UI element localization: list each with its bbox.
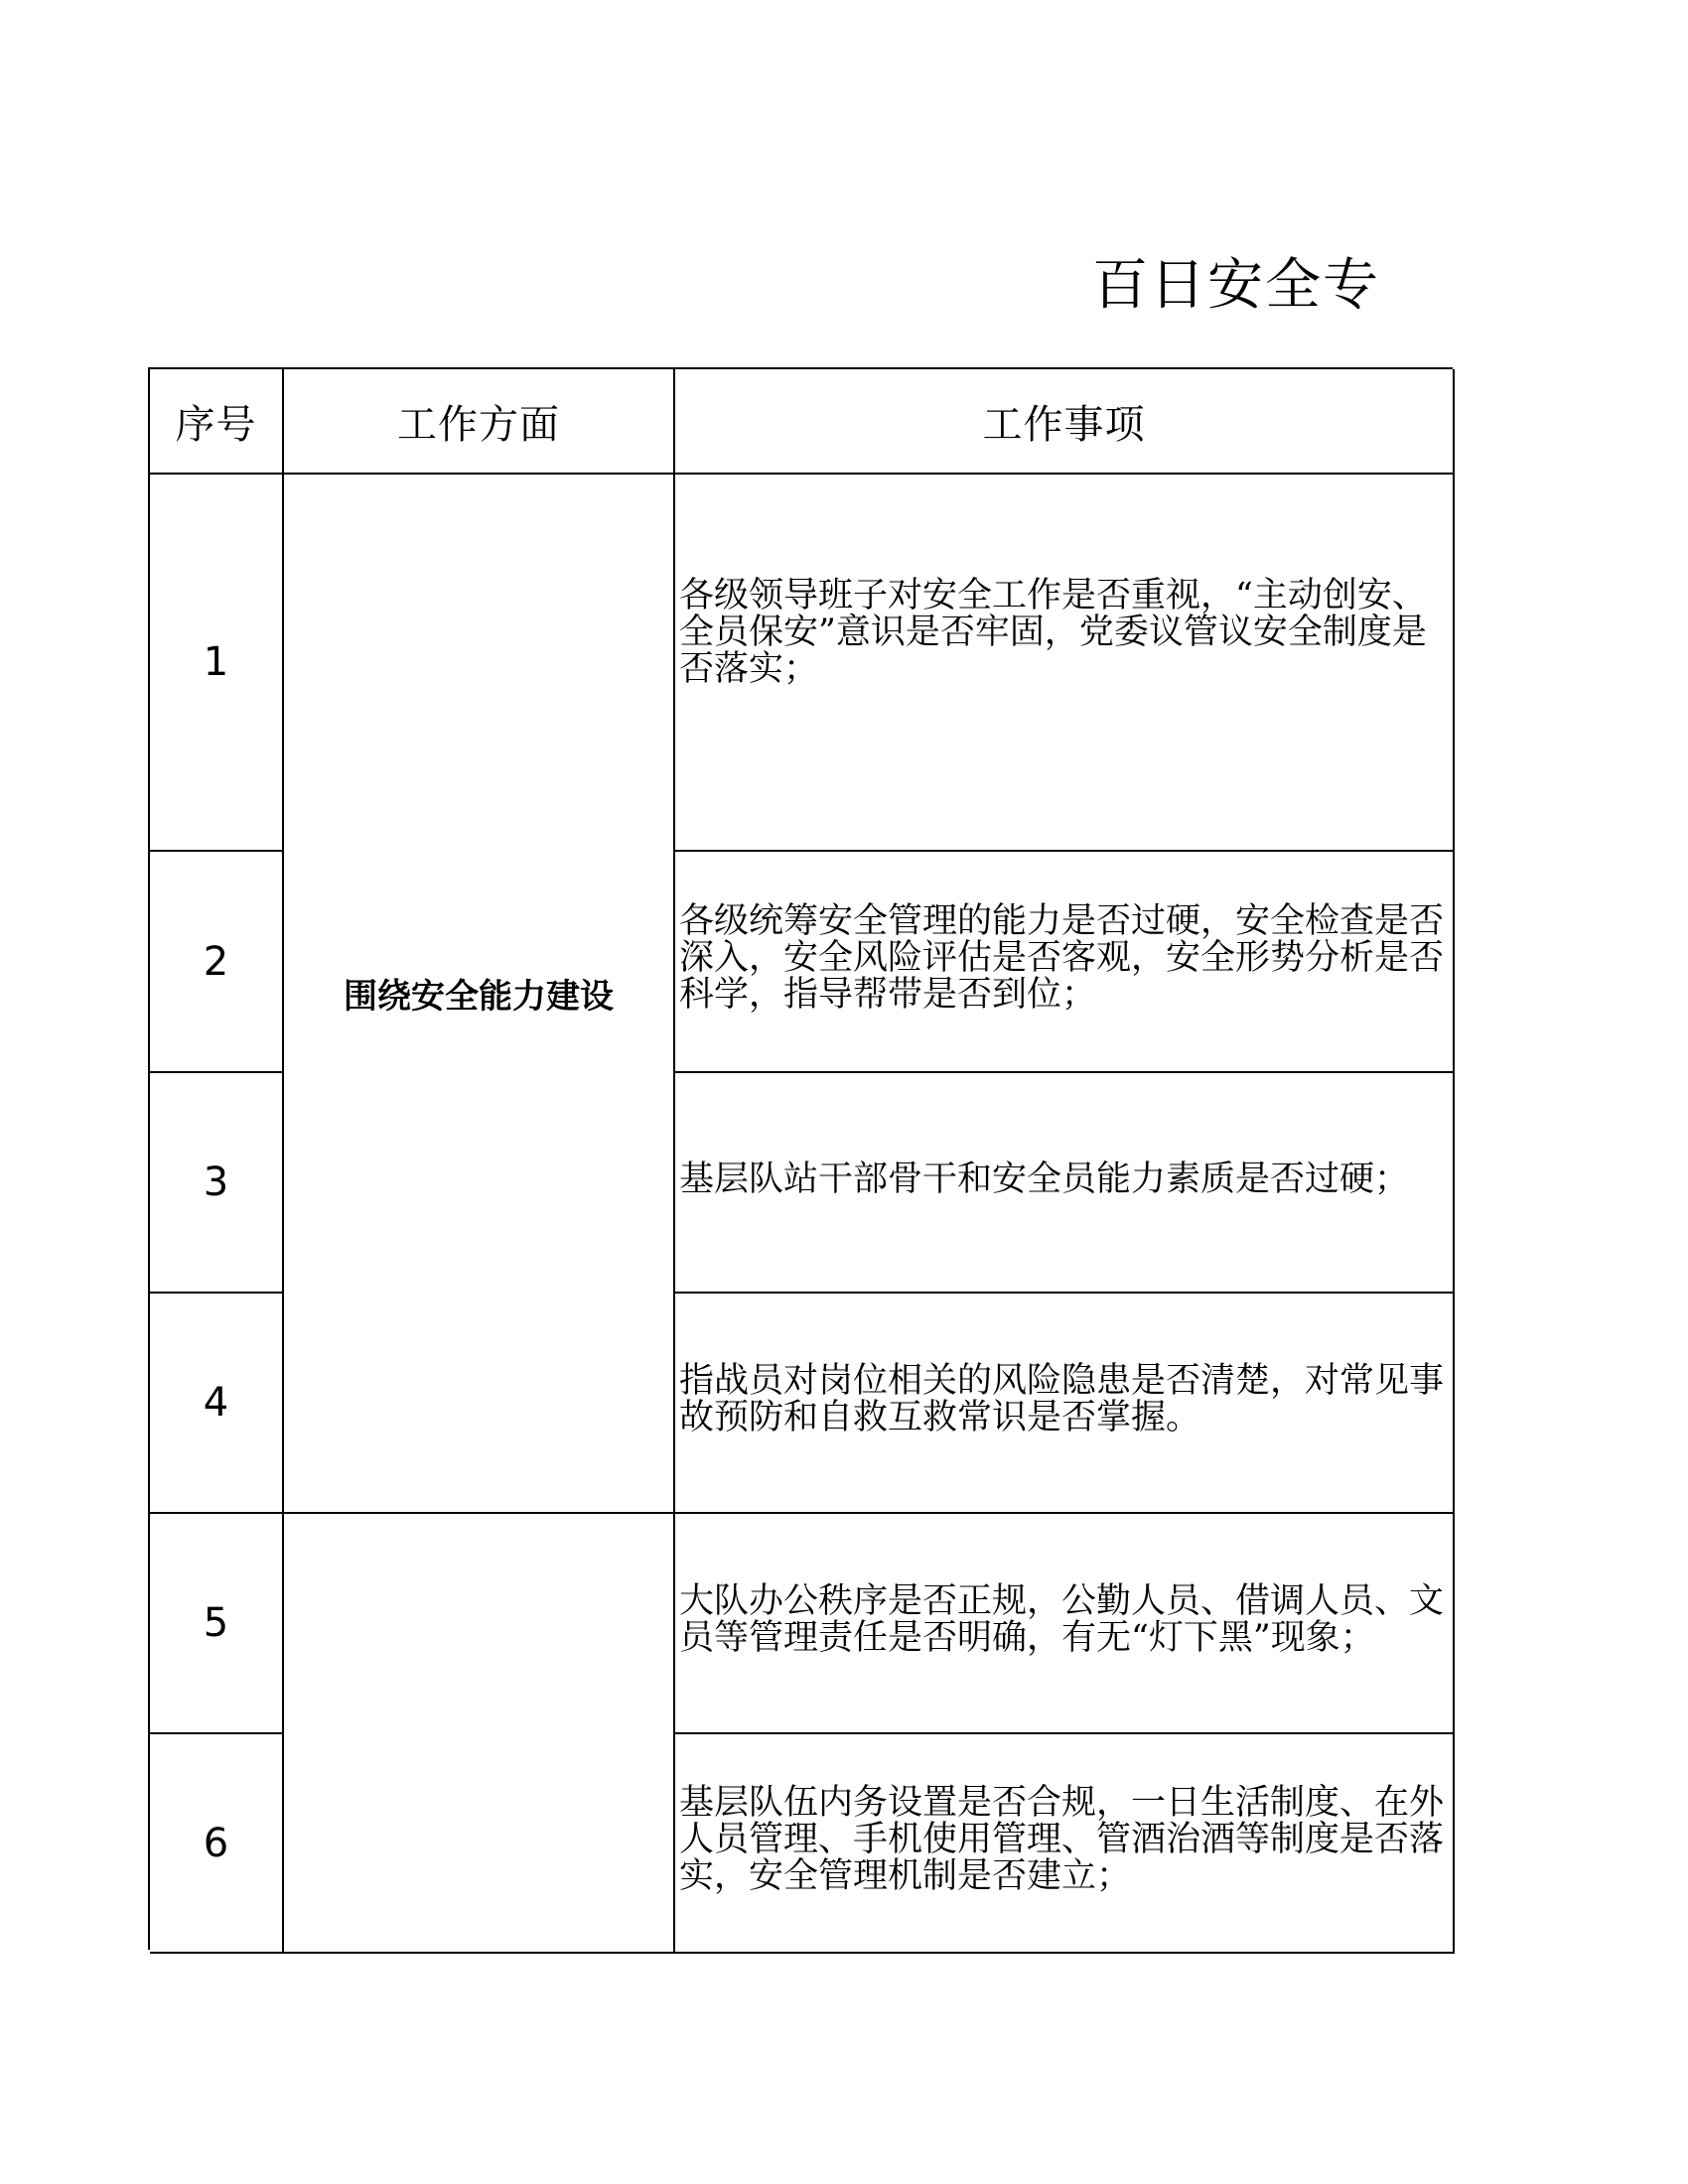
work-item-text: 大队办公秩序是否正规，公勤人员、借调人员、文员等管理责任是否明确，有无“灯下黑”现象； (679, 1581, 1445, 1658)
row-seq: 1 (150, 475, 284, 852)
work-item-cell (675, 475, 1455, 852)
work-item-cell (675, 1073, 1455, 1294)
aspect-label: 围绕安全能力建设 (344, 977, 614, 1017)
work-item-text: 指战员对岗位相关的风险隐患是否清楚，对常见事故预防和自救互救常识是否掌握。 (679, 1361, 1445, 1437)
row-seq: 3 (150, 1073, 284, 1294)
work-item-text: 基层队站干部骨干和安全员能力素质是否过硬； (679, 1159, 1410, 1199)
aspect-cell (284, 475, 675, 1514)
page-title-clip (1092, 246, 1462, 326)
row-seq: 6 (150, 1734, 284, 1954)
row-seq: 2 (150, 852, 284, 1073)
work-item-cell (675, 1294, 1455, 1514)
row-seq: 4 (150, 1294, 284, 1514)
work-item-text: 各级领导班子对安全工作是否重视，“主动创安、全员保安”意识是否牢固，党委议管议安全制度是否落实； (679, 575, 1427, 689)
page-title: 百日安全专 (1092, 253, 1380, 318)
aspect-cell (284, 1514, 675, 1954)
work-items-table (148, 367, 1453, 1950)
header-seq: 序号 (150, 369, 284, 475)
work-item-text: 各级统筹安全管理的能力是否过硬，安全检查是否深入，安全风险评估是否客观，安全形势分析是否科学，指导帮带是否到位； (679, 901, 1445, 1015)
row-seq: 5 (150, 1514, 284, 1734)
work-item-cell (675, 852, 1455, 1073)
header-aspect: 工作方面 (284, 369, 675, 475)
work-items-sheet (148, 367, 1453, 1950)
work-item-cell (675, 1514, 1455, 1734)
work-item-text: 基层队伍内务设置是否合规，一日生活制度、在外人员管理、手机使用管理、管酒治酒等制度是否落实，安全管理机制是否建立； (679, 1783, 1445, 1896)
work-item-cell (675, 1734, 1455, 1954)
header-item: 工作事项 (675, 369, 1455, 475)
